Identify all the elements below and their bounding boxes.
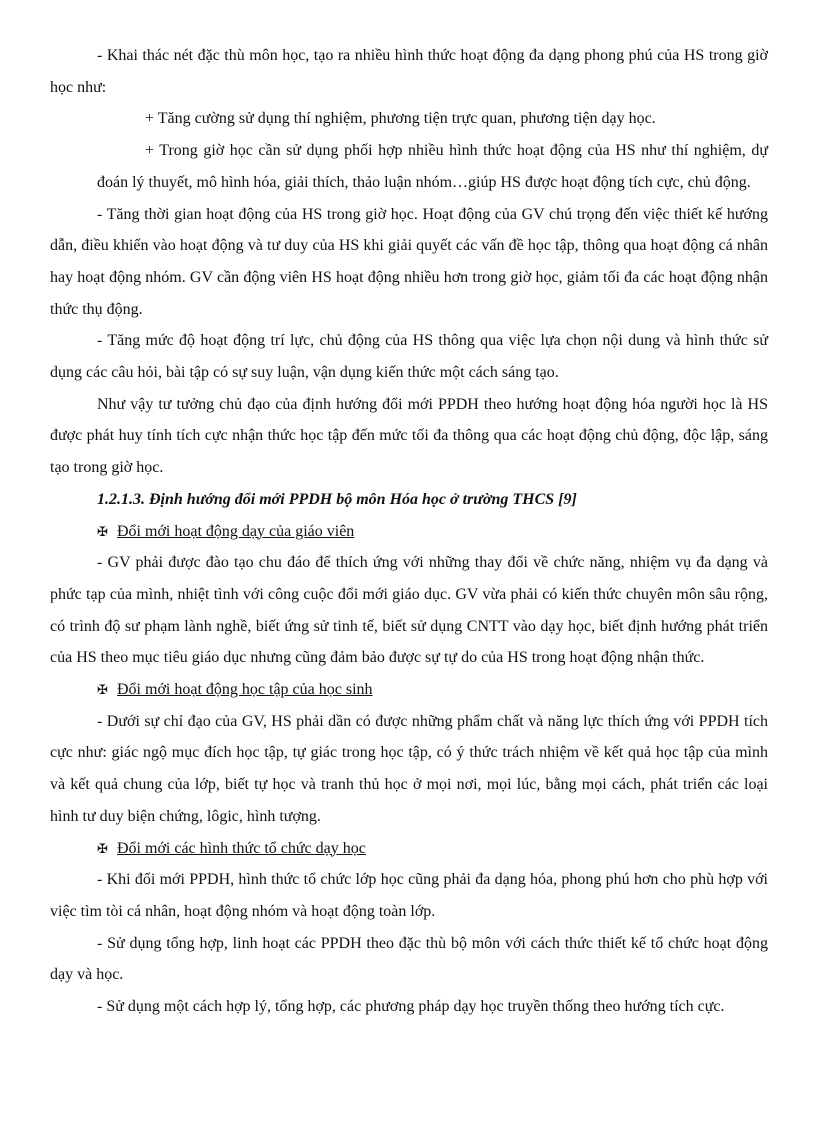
section-heading: 1.2.1.3. Định hướng đổi mới PPDH bộ môn Hóa học ở trường THCS [9] bbox=[97, 490, 577, 508]
paragraph-summary: Như vậy tư tưởng chủ đạo của định hướng đổi mới PPDH theo hướng hoạt động hóa người học là HS được phát huy tính tích cực nhận thức học tập đến mức tối đa thông qua các hoạt động chủ động, độc lập, sáng tạo trong giờ học. bbox=[50, 395, 768, 477]
paragraph-student: - Dưới sự chỉ đạo của GV, HS phải dần có được những phẩm chất và năng lực thích ứng với PPDH tích cực như: giác ngộ mục đích học tập, tự giác trong học tập, có ý thức trách nhiệm về kết quả học tập của mình và kết quả chung của lớp, biết tự học và tranh thủ học ở mọi nơi, mọi lúc, bằng mọi cách, phát triển các loại hình tư duy biện chứng, lôgic, hình tượng. bbox=[50, 712, 768, 825]
paragraph-class-forms: - Khi đổi mới PPDH, hình thức tổ chức lớp học cũng phải đa dạng hóa, phong phú hơn cho phù hợp với việc tìm tòi cá nhân, hoạt động nhóm và hoạt động toàn lớp. bbox=[50, 871, 768, 920]
subsection-title: Đổi mới hoạt động dạy của giáo viên bbox=[117, 522, 355, 540]
cross-bullet-icon: ✠ bbox=[97, 840, 108, 856]
paragraph-intellectual-activity: - Tăng mức độ hoạt động trí lực, chủ động của HS thông qua việc lựa chọn nội dung và hình thức sử dụng các câu hỏi, bài tập có sự suy luận, vận dụng kiến thức một cách sáng tạo. bbox=[50, 332, 768, 382]
subsection-heading-organization bbox=[50, 833, 768, 865]
paragraph-traditional-methods: - Sử dụng một cách hợp lý, tổng hợp, các phương pháp dạy học truyền thống theo hướng tích cực. bbox=[97, 998, 725, 1016]
paragraph-teacher: - GV phải được đào tạo chu đáo để thích ứng với những thay đổi về chức năng, nhiệm vụ đa dạng và phức tạp của mình, nhiệt tình với công cuộc đổi mới giáo dục. GV vừa phải có kiến thức chuyên môn sâu rộng, có trình độ sư phạm lành nghề, biết ứng sử tinh tế, biết sử dụng CNTT vào dạy học, biết định hướng phát triển của HS theo mục tiêu giáo dục nhưng cũng đảm bảo được sự tự do của HS trong hoạt động nhận thức. bbox=[50, 554, 768, 667]
paragraph-activity-time: - Tăng thời gian hoạt động của HS trong giờ học. Hoạt động của GV chú trọng đến việc thiết kế hướng dẫn, điều khiển vào hoạt động và tư duy của HS khi giải quyết các vấn đề học tập, thông qua hoạt động cá nhân hay hoạt động nhóm. GV cần động viên HS hoạt động nhiều hơn trong giờ học, giảm tối đa các hoạt động nhận thức thụ động. bbox=[50, 205, 768, 318]
cross-bullet-icon: ✠ bbox=[97, 682, 108, 698]
paragraph-activity-diversity: - Khai thác nét đặc thù môn học, tạo ra nhiều hình thức hoạt động đa dạng phong phú của HS trong giờ học như: bbox=[50, 47, 768, 96]
subsection-title: Đổi mới hoạt động học tập của học sinh bbox=[117, 681, 373, 699]
subsection-heading-learning bbox=[50, 674, 768, 706]
paragraph-combined-activities: + Trong giờ học cần sử dụng phối hợp nhiều hình thức hoạt động của HS như thí nghiệm, dự đoán lý thuyết, mô hình hóa, giải thích, thảo luận nhóm…giúp HS được hoạt động tích cực, chủ động. bbox=[97, 142, 768, 191]
subsection-title: Đổi mới các hình thức tổ chức dạy học bbox=[117, 839, 366, 857]
paragraph-flexible-methods: - Sử dụng tổng hợp, linh hoạt các PPDH theo đặc thù bộ môn với cách thức thiết kế tổ chức hoạt động dạy và học. bbox=[50, 934, 768, 984]
cross-bullet-icon: ✠ bbox=[97, 523, 108, 539]
subsection-heading-teaching bbox=[50, 516, 768, 548]
paragraph-experiments: + Tăng cường sử dụng thí nghiệm, phương tiện trực quan, phương tiện dạy học. bbox=[145, 110, 656, 128]
document-page bbox=[50, 40, 768, 1023]
